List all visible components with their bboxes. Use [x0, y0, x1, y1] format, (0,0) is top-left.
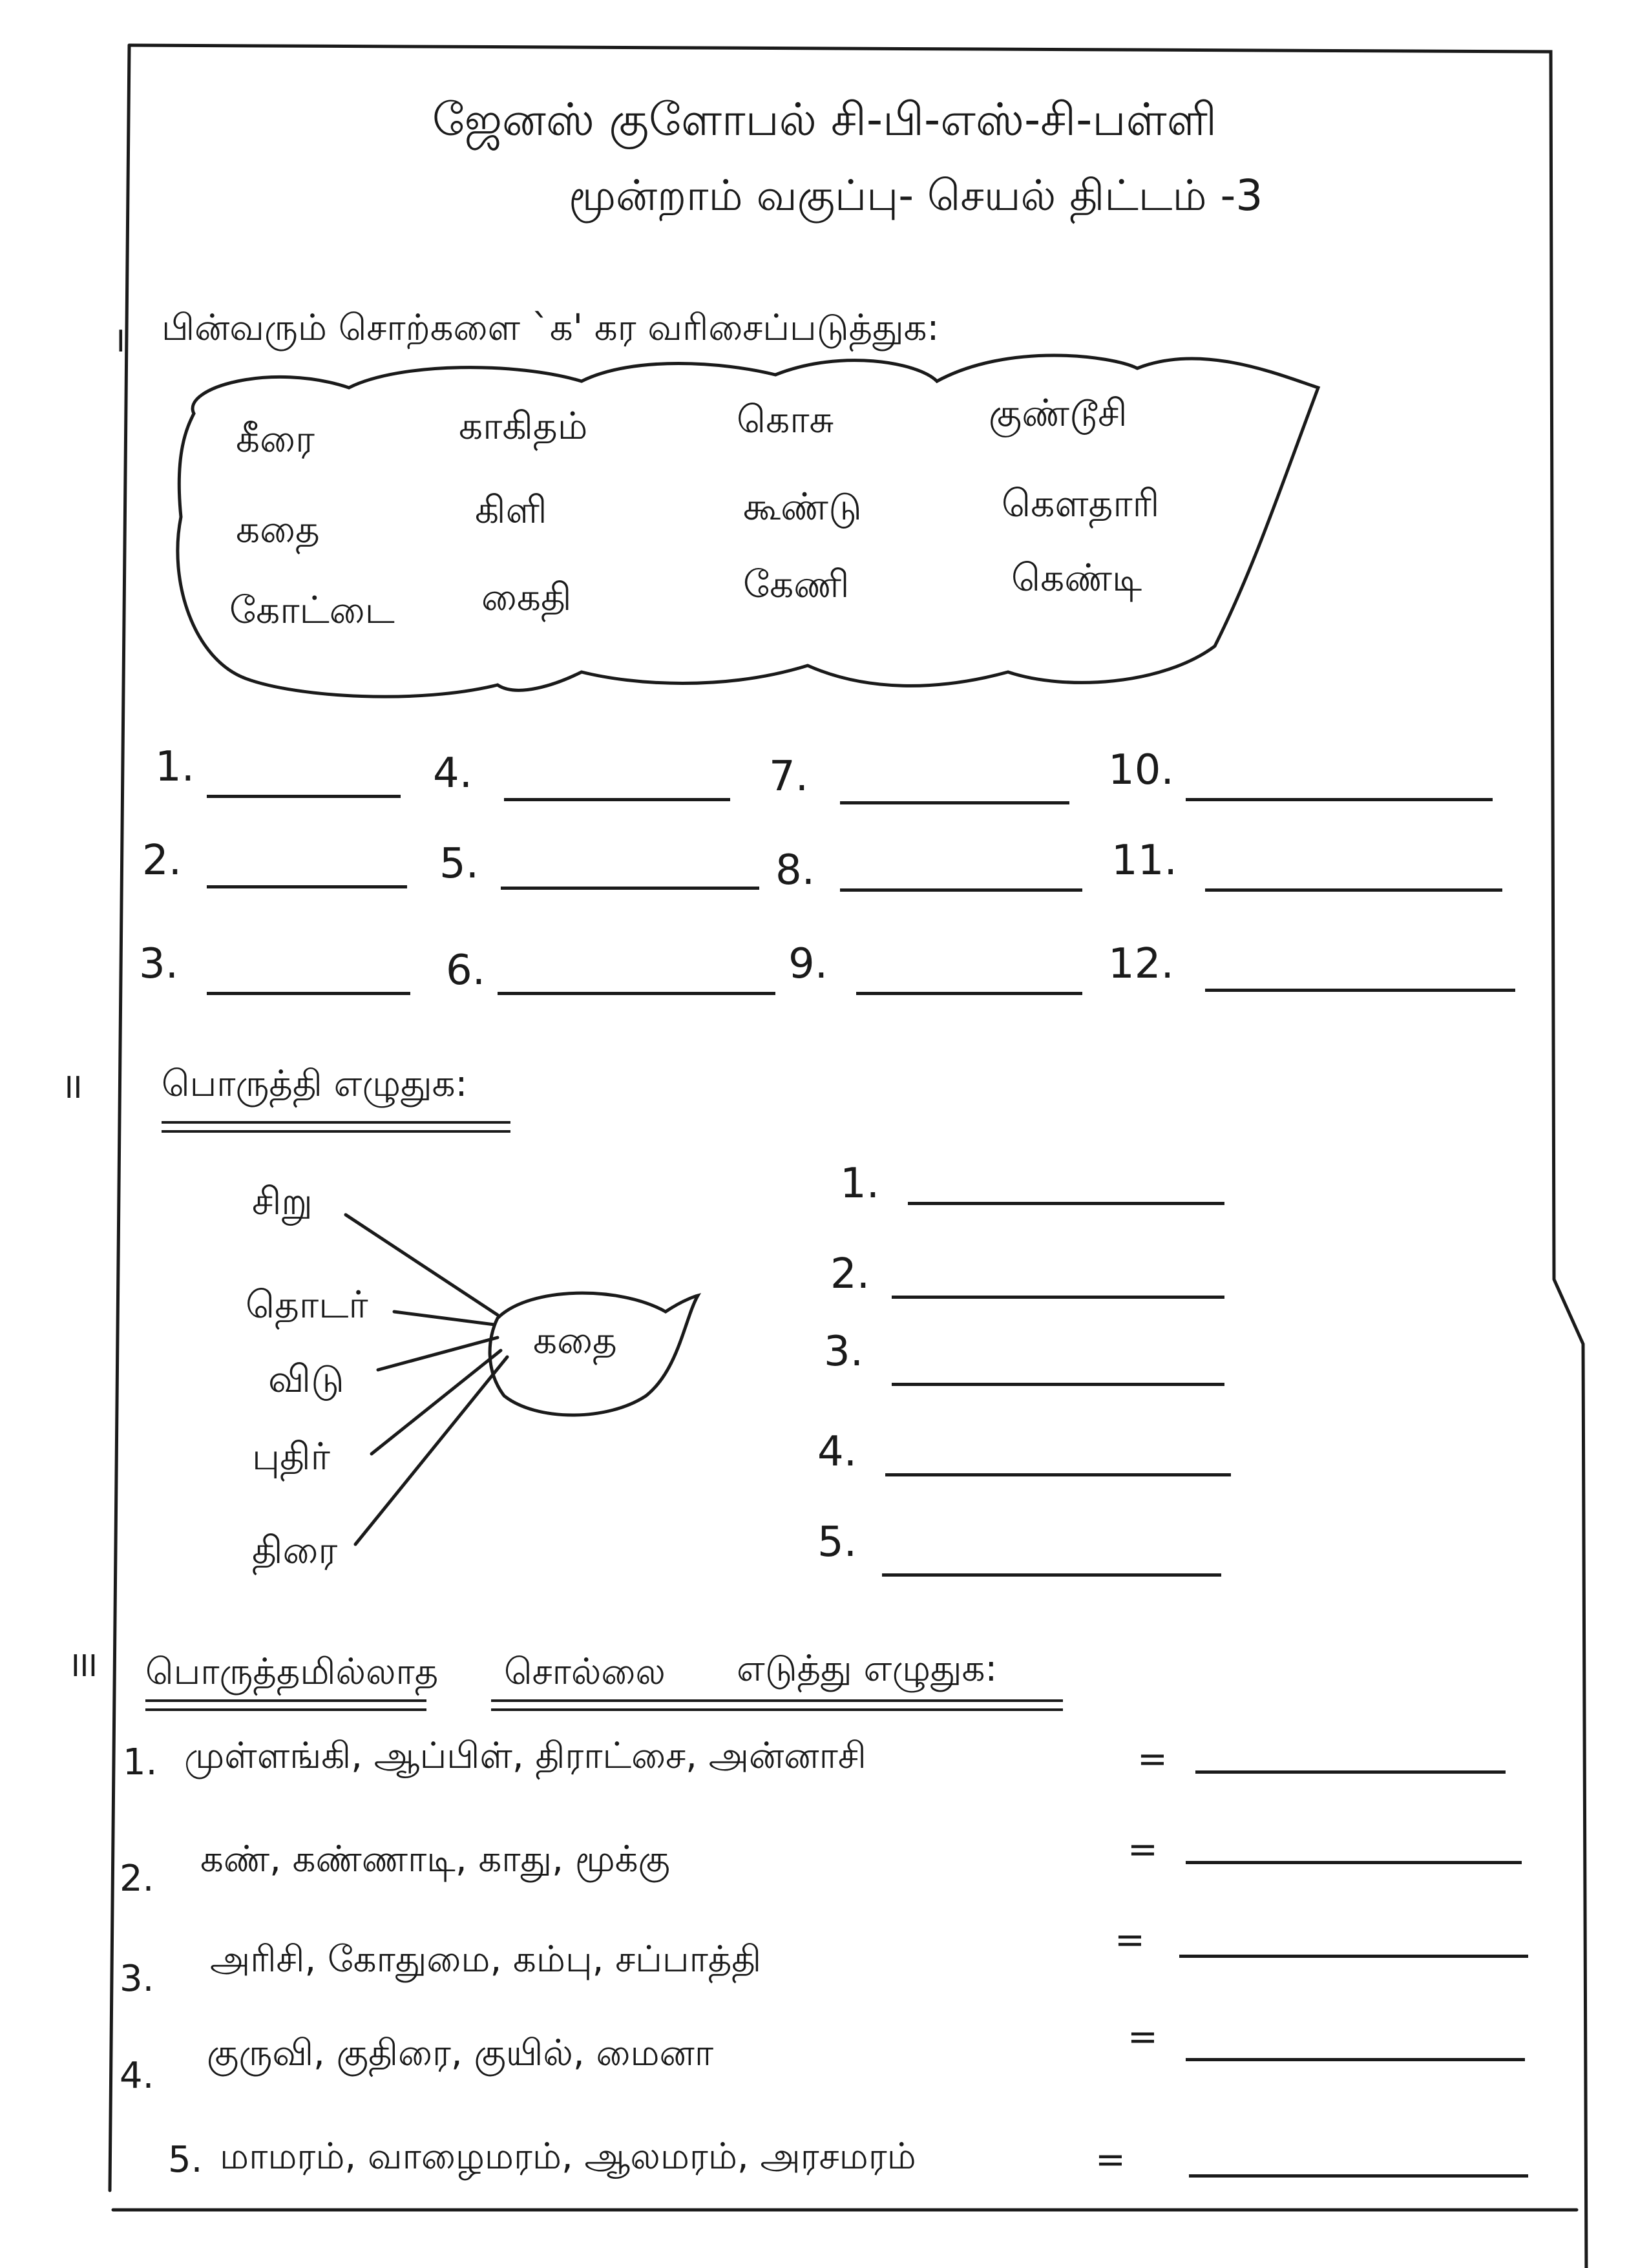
answer-blank[interactable]	[1205, 989, 1515, 992]
connector-line	[394, 1312, 494, 1325]
answer-number: 3.	[139, 940, 179, 988]
connector-line	[346, 1215, 498, 1315]
equals-sign: =	[1128, 2016, 1158, 2058]
answer-blank[interactable]	[504, 798, 730, 801]
answer-blank[interactable]	[498, 992, 775, 995]
question-text: மாமரம், வாழைமரம், ஆலமரம், அரசமரம்	[220, 2136, 916, 2178]
section-marker: III	[71, 1648, 98, 1683]
equals-sign: =	[1115, 1919, 1145, 1961]
connector-line	[378, 1338, 498, 1370]
answer-number: 1.	[840, 1160, 880, 1208]
answer-blank[interactable]	[207, 992, 410, 995]
cloud-word: கிளி	[475, 488, 547, 532]
worksheet-subtitle: மூன்றாம் வகுப்பு- செயல் திட்டம் -3	[569, 171, 1263, 220]
section3-instruction-part: எடுத்து எழுதுக:	[737, 1648, 998, 1690]
answer-blank[interactable]	[892, 1296, 1224, 1299]
answer-number: 4.	[433, 750, 473, 797]
question-text: கண், கண்ணாடி, காது, மூக்கு	[200, 1838, 670, 1880]
equals-sign: =	[1095, 2139, 1126, 2181]
cloud-word: குண்டூசி	[989, 391, 1128, 435]
match-word: தொடர்	[246, 1283, 368, 1327]
answer-number: 5.	[439, 840, 479, 888]
cloud-word: கொசு	[737, 397, 834, 441]
answer-number: 3.	[824, 1328, 864, 1376]
center-word: கதை	[533, 1318, 617, 1362]
cloud-word: கேணி	[743, 562, 850, 606]
answer-blank[interactable]	[892, 1383, 1224, 1386]
instruction-underline	[145, 1699, 426, 1711]
answer-number: 6.	[446, 947, 486, 994]
question-text: குருவி, குதிரை, குயில், மைனா	[207, 2032, 714, 2074]
cloud-word: கூண்டு	[743, 485, 862, 529]
answer-number: 8.	[775, 846, 815, 894]
question-number: 3.	[120, 1958, 154, 2000]
section-marker: II	[65, 1070, 83, 1105]
cloud-word: கதை	[236, 507, 320, 551]
section-marker: I	[116, 324, 125, 359]
answer-blank[interactable]	[1186, 1861, 1522, 1864]
cloud-word: கௌதாரி	[1002, 481, 1160, 525]
section3-instruction-part: சொல்லை	[504, 1651, 666, 1693]
answer-blank[interactable]	[908, 1202, 1224, 1205]
section2-instruction: பொருத்தி எழுதுக:	[162, 1063, 468, 1105]
cloud-word: கோட்டை	[229, 588, 395, 632]
answer-number: 1.	[155, 743, 195, 791]
match-word: திரை	[252, 1528, 338, 1572]
answer-number: 12.	[1108, 940, 1174, 988]
answer-number: 7.	[769, 753, 809, 801]
answer-number: 2.	[142, 837, 182, 885]
answer-number: 4.	[817, 1428, 857, 1476]
school-title: ஜேனஸ் குளோபல் சி-பி-எஸ்-சி-பள்ளி	[432, 93, 1217, 146]
question-number: 4.	[120, 2055, 154, 2097]
answer-blank[interactable]	[1195, 1770, 1506, 1774]
match-word: சிறு	[252, 1179, 313, 1223]
match-word: புதிர்	[252, 1434, 330, 1478]
section1-instruction: பின்வரும் சொற்களை `க' கர வரிசைப்படுத்துக:	[162, 307, 940, 349]
answer-number: 10.	[1108, 746, 1174, 794]
cloud-word: கைதி	[481, 575, 572, 619]
question-number: 5.	[168, 2139, 203, 2181]
answer-blank[interactable]	[1189, 2174, 1528, 2178]
answer-blank[interactable]	[840, 801, 1069, 804]
instruction-underline	[162, 1121, 510, 1133]
answer-blank[interactable]	[885, 1473, 1231, 1476]
answer-blank[interactable]	[1186, 798, 1493, 801]
section3-instruction-part: பொருத்தமில்லாத	[145, 1651, 439, 1693]
equals-sign: =	[1137, 1738, 1168, 1780]
question-number: 1.	[123, 1741, 158, 1783]
cloud-word: கீரை	[236, 417, 315, 461]
instruction-underline	[491, 1699, 1063, 1711]
answer-blank[interactable]	[840, 888, 1082, 892]
question-number: 2.	[120, 1858, 154, 1900]
answer-blank[interactable]	[1205, 888, 1502, 892]
answer-blank[interactable]	[501, 887, 759, 890]
cloud-word: கெண்டி	[1011, 556, 1142, 600]
answer-number: 2.	[830, 1250, 870, 1298]
match-word: விடு	[268, 1357, 344, 1401]
answer-number: 11.	[1111, 837, 1177, 885]
equals-sign: =	[1128, 1829, 1158, 1871]
answer-blank[interactable]	[207, 795, 401, 798]
answer-blank[interactable]	[1186, 2058, 1525, 2061]
answer-blank[interactable]	[1179, 1955, 1528, 1958]
answer-number: 9.	[788, 940, 828, 988]
question-text: அரிசி, கோதுமை, கம்பு, சப்பாத்தி	[210, 1938, 762, 1980]
answer-blank[interactable]	[882, 1573, 1221, 1577]
question-text: முள்ளங்கி, ஆப்பிள், திராட்சை, அன்னாசி	[184, 1735, 867, 1777]
answer-blank[interactable]	[856, 992, 1082, 995]
cloud-word: காகிதம்	[459, 404, 588, 448]
answer-number: 5.	[817, 1518, 857, 1566]
answer-blank[interactable]	[207, 885, 407, 888]
